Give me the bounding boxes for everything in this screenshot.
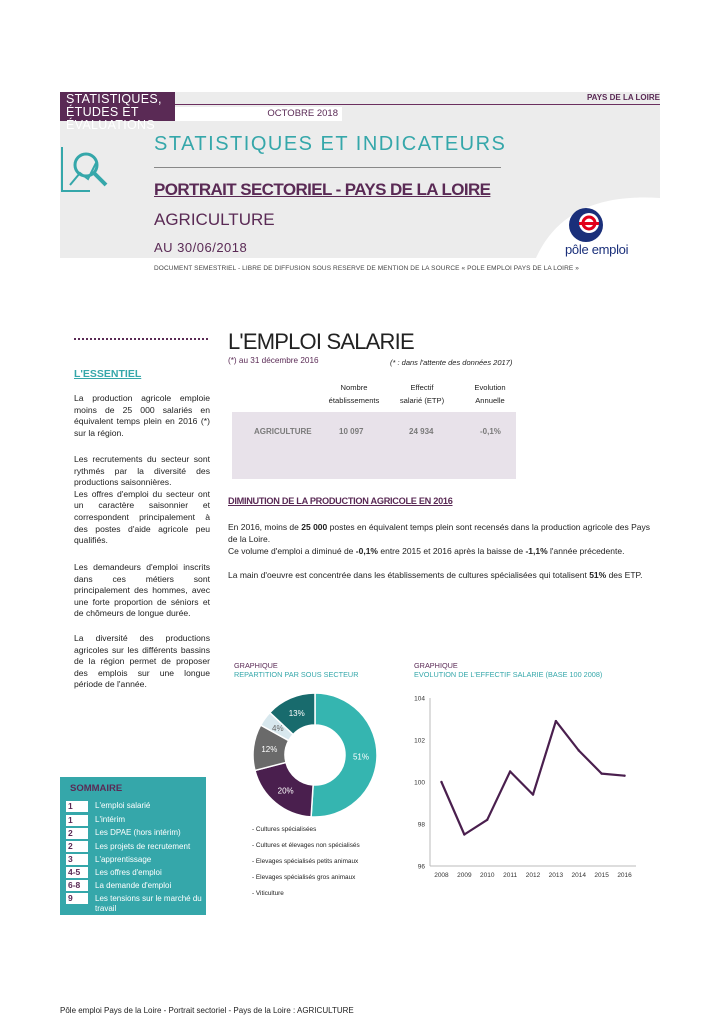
footer: Pôle emploi Pays de la Loire - Portrait sectoriel - Pays de la Loire : AGRICULTURE <box>60 1006 354 1015</box>
pole-emploi-logo-icon <box>567 207 605 243</box>
y-tick-label: 100 <box>414 779 425 787</box>
x-tick-label: 2010 <box>479 872 495 879</box>
essentiel-paragraph: Les recrutements du secteur sont rythmés par la diversité des productions saisonnières. Les offres d'emploi du secteur ont un caractère saisonnier et correspondent principalement à des postes d'aide agricole peu qualifiés. <box>74 454 210 546</box>
pie-slice-label: 4% <box>272 723 284 733</box>
series-line <box>441 721 624 834</box>
table-header-evolution: Evolution Annuelle <box>474 383 506 405</box>
data-point <box>486 819 488 821</box>
y-tick-label: 96 <box>417 863 425 871</box>
main-heading: STATISTIQUES ET INDICATEURS <box>154 133 507 155</box>
pie-slice-label: 13% <box>288 708 305 718</box>
sommaire-link[interactable]: Les offres d'emploi <box>95 868 162 877</box>
pie-slice-label: 20% <box>277 786 294 796</box>
sommaire-page-num: 2 <box>66 828 88 839</box>
body-paragraph: En 2016, moins de 25 000 postes en équivalent temps plein sont recensés dans la production agricole des Pays de la Loire. <box>228 522 650 544</box>
table-header-etablissements: Nombre établissements <box>328 383 380 405</box>
data-point <box>509 770 511 772</box>
table-cell-effectif: 24 934 <box>409 427 434 436</box>
body-paragraph: La main d'oeuvre est concentrée dans les établissements de cultures spécialisées qui totalisent 51% des ETP. <box>228 570 643 580</box>
section-title: DIMINUTION DE LA PRODUCTION AGRICOLE EN 2016 <box>228 496 453 506</box>
essentiel-paragraph: La production agricole emploie moins de 25 000 salariés en équivalent temps plein en 2016 (*) sur la région. <box>74 393 210 438</box>
table-row-band <box>232 412 516 479</box>
x-tick-label: 2011 <box>503 872 518 879</box>
publication-date: OCTOBRE 2018 <box>175 107 342 121</box>
x-tick-label: 2009 <box>457 872 472 879</box>
sommaire-link[interactable]: L'emploi salarié <box>95 801 151 810</box>
y-tick-label: 104 <box>414 695 425 703</box>
data-point <box>463 833 465 835</box>
sommaire-link[interactable]: Les tensions sur le marché du travail <box>95 894 202 913</box>
pie-legend-item: - Elevages spécialisés petits animaux <box>252 858 359 865</box>
pie-legend-item: - Cultures et élevages non spécialisés <box>252 842 360 849</box>
section-box-line1: STATISTIQUES, <box>66 92 162 106</box>
magnifier-chart-icon <box>60 145 140 195</box>
pole-emploi-logo-text: pôle emploi <box>565 242 629 257</box>
line-chart-title: EVOLUTION DE L'EFFECTIF SALARIE (BASE 100 2008) <box>414 670 603 679</box>
line-chart-label: GRAPHIQUE <box>414 661 458 670</box>
x-tick-label: 2012 <box>525 872 541 879</box>
data-point <box>623 775 625 777</box>
sommaire-page-num: 9 <box>66 893 88 904</box>
table-row-label: AGRICULTURE <box>254 427 312 436</box>
sommaire-page-num: 2 <box>66 841 88 852</box>
sommaire-page-num: 6-8 <box>66 880 88 891</box>
emploi-note: (* : dans l'attente des données 2017) <box>390 358 513 367</box>
pie-legend-item: - Cultures spécialisées <box>252 826 317 833</box>
as-of-date: AU 30/06/2018 <box>154 240 248 255</box>
table-cell-evolution: -0,1% <box>480 427 501 436</box>
table-cell-etablissements: 10 097 <box>339 427 364 436</box>
x-tick-label: 2015 <box>594 872 609 879</box>
heading-rule <box>154 167 501 168</box>
sommaire-page-num: 4-5 <box>66 867 88 878</box>
data-point <box>532 793 534 795</box>
y-tick-label: 98 <box>417 821 425 829</box>
sommaire-page-num: 1 <box>66 815 88 826</box>
sommaire-page-num: 1 <box>66 801 88 812</box>
sommaire-link[interactable]: L'apprentissage <box>95 855 152 864</box>
section-box-line2: ÉTUDES ET ÉVALUATIONS <box>66 105 155 132</box>
data-point <box>578 749 580 751</box>
x-tick-label: 2014 <box>571 872 587 879</box>
line-chart <box>404 690 644 880</box>
x-tick-label: 2008 <box>434 872 449 879</box>
sommaire-page-num: 3 <box>66 854 88 865</box>
pie-slice-label: 12% <box>261 745 278 755</box>
data-point <box>555 720 557 722</box>
x-tick-label: 2016 <box>617 872 632 879</box>
pie-chart-label: GRAPHIQUE <box>234 661 278 670</box>
sector-title: AGRICULTURE <box>154 210 275 229</box>
section-box <box>60 92 175 132</box>
emploi-subtitle: (*) au 31 décembre 2016 <box>228 356 319 365</box>
pie-legend-item: - Elevages spécialisés gros animaux <box>252 874 356 881</box>
sommaire-link[interactable]: Les projets de recrutement <box>95 842 191 851</box>
region-label: PAYS DE LA LOIRE <box>586 93 660 102</box>
x-tick-label: 2013 <box>548 872 564 879</box>
essentiel-paragraph: Les demandeurs d'emploi inscrits dans ces métiers sont principalement des hommes, avec une forte proportion de séniors et de chômeurs de longue durée. <box>74 562 210 619</box>
table-header-effectif: Effectif salarié (ETP) <box>399 383 445 405</box>
sommaire-link[interactable]: La demande d'emploi <box>95 881 172 890</box>
essentiel-paragraph: La diversité des productions agricoles sur les différents bassins de la région permet de proposer des emplois sur une longue période de l'année. <box>74 633 210 690</box>
dotted-divider <box>74 338 208 340</box>
pie-slice-label: 51% <box>352 752 369 762</box>
pie-legend-item: - Viticulture <box>252 890 284 897</box>
sommaire-title: SOMMAIRE <box>70 783 123 794</box>
sommaire-link[interactable]: L'intérim <box>95 815 125 824</box>
y-tick-label: 102 <box>414 737 425 745</box>
pie-chart <box>250 690 380 820</box>
data-point <box>600 772 602 774</box>
body-paragraph: Ce volume d'emploi a diminué de -0,1% entre 2015 et 2016 après la baisse de -1,1% l'année précedente. <box>228 546 625 556</box>
data-point <box>440 781 442 783</box>
emploi-title: L'EMPLOI SALARIE <box>228 329 414 354</box>
essentiel-title: L'ESSENTIEL <box>74 368 142 380</box>
portrait-title: PORTRAIT SECTORIEL - PAYS DE LA LOIRE <box>154 180 491 199</box>
sommaire-link[interactable]: Les DPAE (hors intérim) <box>95 828 181 837</box>
pie-chart-title: REPARTITION PAR SOUS SECTEUR <box>234 670 359 679</box>
disclaimer: DOCUMENT SEMESTRIEL - LIBRE DE DIFFUSION SOUS RESERVE DE MENTION DE LA SOURCE « POLE EMPLOI PAYS DE LA LOIRE » <box>154 265 579 272</box>
